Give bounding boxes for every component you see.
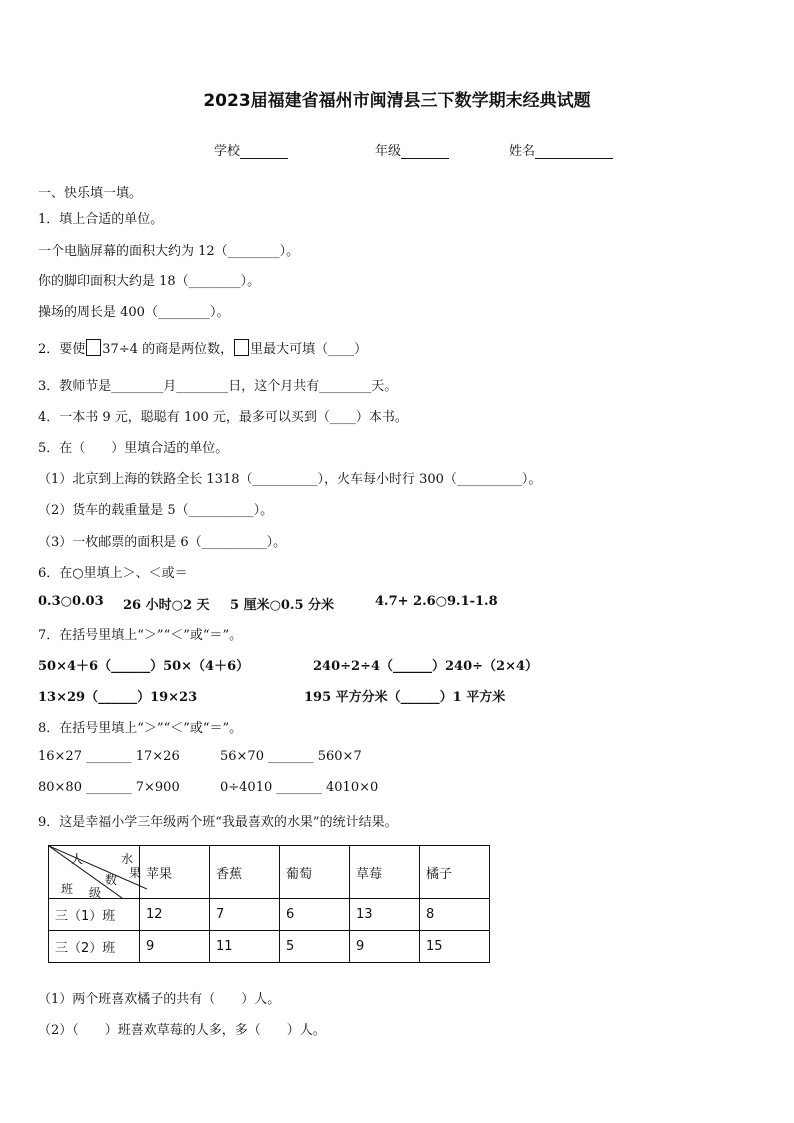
page-title: 2023届福建省福州市闽清县三下数学期末经典试题 — [203, 91, 591, 111]
question-7-item: 50×4＋6（______）50×（4＋6） — [38, 659, 250, 674]
question-1a: 一个电脑屏幕的面积大约为 12（________）。 — [38, 244, 300, 259]
corner-ban: 班 — [61, 882, 74, 896]
question-5a: （1）北京到上海的铁路全长 1318（__________），火车每小时行 300（__________）。 — [38, 472, 542, 487]
table-row — [49, 899, 490, 931]
name-blank[interactable] — [535, 144, 613, 159]
question-7-item: 240÷2÷4（______）240÷（2×4） — [313, 659, 539, 674]
diagonal-header-cell — [49, 846, 140, 899]
corner-shui: 水 — [121, 852, 134, 866]
question-9-stem: 9．这是幸福小学三年级两个班“我最喜欢的水果”的统计结果。 — [38, 815, 398, 830]
column-header: 香蕉 — [210, 846, 280, 899]
table-cell: 5 — [280, 931, 350, 963]
corner-shu: 数 — [105, 873, 118, 887]
question-8-item: 16×27 _______ 17×26 — [38, 749, 180, 764]
grade-field — [375, 140, 449, 159]
fruit-table — [48, 845, 490, 963]
column-header: 苹果 — [140, 846, 210, 899]
table-cell: 11 — [210, 931, 280, 963]
question-6-item: 26 小时○2 天 — [123, 598, 210, 613]
corner-guo: 果 — [129, 866, 142, 880]
column-header: 葡萄 — [280, 846, 350, 899]
table-row — [49, 931, 490, 963]
question-1b: 你的脚印面积大约是 18（________）。 — [38, 274, 261, 289]
blank-box[interactable] — [86, 339, 101, 356]
school-label: 学校 — [214, 144, 241, 159]
corner-ren: 人 — [71, 852, 84, 866]
question-8-item: 80×80 _______ 7×900 — [38, 780, 180, 795]
question-9-sub1: （1）两个班喜欢橘子的共有（ ）人。 — [38, 992, 281, 1007]
table-header-row — [49, 846, 490, 899]
question-9-sub2: （2）（ ）班喜欢草莓的人多，多（ ）人。 — [38, 1023, 326, 1038]
question-6-item: 5 厘米○0.5 分米 — [230, 598, 335, 613]
table-cell: 12 — [140, 899, 210, 931]
table-cell: 9 — [140, 931, 210, 963]
question-8-item: 56×70 _______ 560×7 — [220, 749, 362, 764]
column-header: 草莓 — [350, 846, 420, 899]
question-4: 4．一本书 9 元，聪聪有 100 元，最多可以买到（____）本书。 — [38, 410, 408, 425]
question-2-part1: 2．要使 — [38, 342, 86, 357]
table-cell: 6 — [280, 899, 350, 931]
grade-label: 年级 — [375, 144, 402, 159]
question-5c: （3）一枚邮票的面积是 6（__________）。 — [38, 535, 287, 550]
question-5b: （2）货车的载重量是 5（__________）。 — [38, 503, 274, 518]
grade-blank[interactable] — [401, 144, 449, 159]
question-8-item: 0÷4010 _______ 4010×0 — [220, 780, 379, 795]
question-6-stem: 6．在○里填上＞、＜或＝ — [38, 566, 188, 581]
question-7-stem: 7．在括号里填上“＞”“＜”或“＝”。 — [38, 628, 243, 643]
question-1-stem: 1．填上合适的单位。 — [38, 212, 164, 227]
name-field — [509, 140, 613, 159]
table-cell: 7 — [210, 899, 280, 931]
question-6-item: 4.7+ 2.6○9.1-1.8 — [375, 594, 498, 609]
table-cell: 13 — [350, 899, 420, 931]
name-label: 姓名 — [509, 144, 536, 159]
table-cell: 15 — [420, 931, 490, 963]
table-cell: 8 — [420, 899, 490, 931]
question-7-item: 13×29（______）19×23 — [38, 690, 198, 705]
question-1c: 操场的周长是 400（________）。 — [38, 305, 230, 320]
table-cell: 9 — [350, 931, 420, 963]
question-5-stem: 5．在（ ）里填合适的单位。 — [38, 441, 229, 456]
question-6-item: 0.3○0.03 — [38, 594, 104, 609]
question-8-stem: 8．在括号里填上“＞”“＜”或“＝”。 — [38, 721, 243, 736]
corner-ji: 级 — [89, 886, 102, 900]
question-2 — [38, 338, 367, 357]
question-3: 3．教师节是________月________日，这个月共有________天。 — [38, 379, 398, 394]
section-heading: 一、快乐填一填。 — [38, 186, 143, 201]
school-blank[interactable] — [240, 144, 288, 159]
question-2-part3: 里最大可填（____） — [250, 342, 368, 357]
school-field — [214, 140, 288, 159]
question-2-part2: 37÷4 的商是两位数， — [102, 342, 234, 357]
blank-box[interactable] — [234, 339, 249, 356]
column-header: 橘子 — [420, 846, 490, 899]
row-label: 三（1）班 — [49, 899, 140, 931]
row-label: 三（2）班 — [49, 931, 140, 963]
question-7-item: 195 平方分米（______）1 平方米 — [304, 690, 506, 705]
